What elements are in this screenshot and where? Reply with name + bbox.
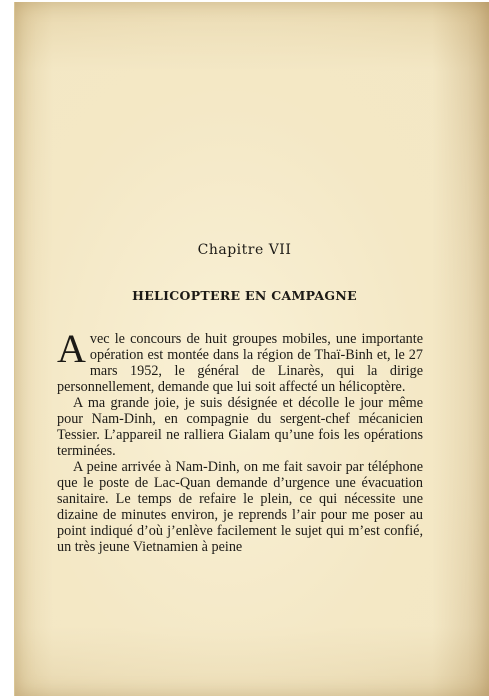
paragraph-1-text: vec le concours de huit groupes mobiles, une importante opération est montée dans la région de Thaï-Binh et, le 27 mars 1952, le général de Linarès, qui la dirige personnellement, demande que lui soit affecté un hélicoptère. xyxy=(57,331,423,395)
chapter-label: Chapitre VII xyxy=(197,242,292,258)
body-text xyxy=(57,326,423,555)
drop-cap: A xyxy=(57,326,86,371)
paragraph-2: A ma grande joie, je suis désignée et décolle le jour même pour Nam-Dinh, en compagnie du sergent-chef mécanicien Tessier. L’appareil ne ralliera Gialam qu’une fois les opérations terminées. xyxy=(57,395,423,459)
paragraph-1 xyxy=(57,326,423,395)
chapter-title: HELICOPTERE EN CAMPAGNE xyxy=(132,288,357,303)
paragraph-3: A peine arrivée à Nam-Dinh, on me fait savoir par téléphone que le poste de Lac-Quan demande d’urgence une évacuation sanitaire. Le temps de refaire le plein, ce qui nécessite une dizaine de minutes environ, je reprends l’air pour me poser au point indiqué d’où j’enlève facilement le sujet qui m’est confié, un très jeune Vietnamien à peine xyxy=(57,459,423,555)
